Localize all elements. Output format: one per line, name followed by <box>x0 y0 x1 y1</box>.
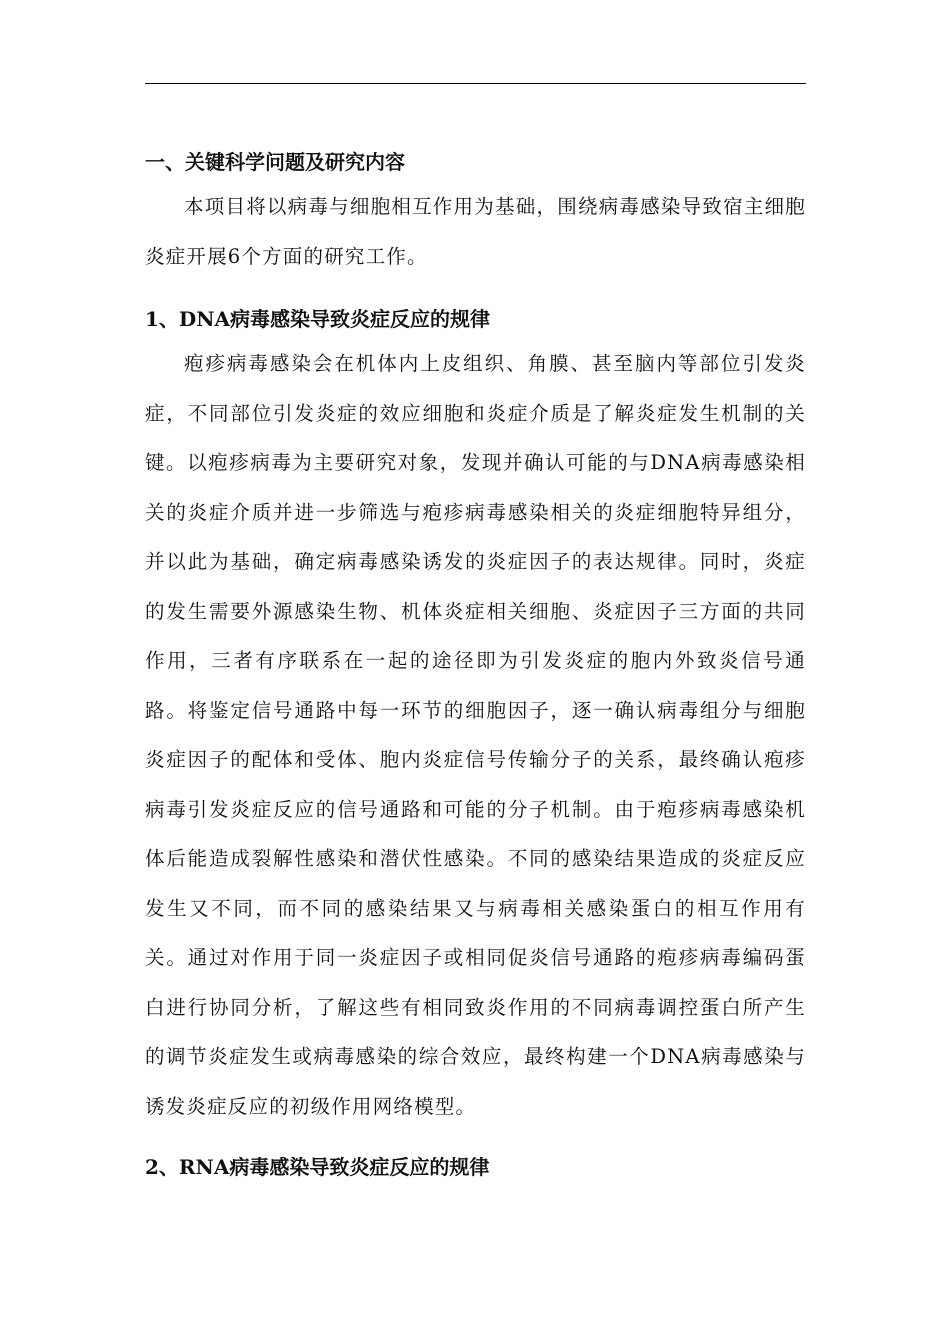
intro-paragraph: 本项目将以病毒与细胞相互作用为基础，围绕病毒感染导致宿主细胞炎症开展6个方面的研究工作。 <box>145 195 806 268</box>
main-heading: 一、关键科学问题及研究内容 <box>145 150 405 174</box>
section-2-heading: 2、RNA病毒感染导致炎症反应的规律 <box>145 1155 490 1179</box>
section-1-heading: 1、DNA病毒感染导致炎症反应的规律 <box>145 307 491 331</box>
header-rule <box>145 83 806 84</box>
document-content <box>145 142 806 1187</box>
section-1-paragraph: 疱疹病毒感染会在机体内上皮组织、角膜、甚至脑内等部位引发炎症，不同部位引发炎症的效应细胞和炎症介质是了解炎症发生机制的关键。以疱疹病毒为主要研究对象，发现并确认可能的与DNA病毒感染相关的炎症介质并进一步筛选与疱疹病毒感染相关的炎症细胞特异组分，并以此为基础，确定病毒感染诱发的炎症因子的表达规律。同时，炎症的发生需要外源感染生物、机体炎症相关细胞、炎症因子三方面的共同作用，三者有序联系在一起的途径即为引发炎症的胞内外致炎信号通路。将鉴定信号通路中每一环节的细胞因子，逐一确认病毒组分与细胞炎症因子的配体和受体、胞内炎症信号传输分子的关系，最终确认疱疹病毒引发炎症反应的信号通路和可能的分子机制。由于疱疹病毒感染机体后能造成裂解性感染和潜伏性感染。不同的感染结果造成的炎症反应发生又不同，而不同的感染结果又与病毒相关感染蛋白的相互作用有关。通过对作用于同一炎症因子或相同促炎信号通路的疱疹病毒编码蛋白进行协同分析，了解这些有相同致炎作用的不同病毒调控蛋白所产生的调节炎症发生或病毒感染的综合效应，最终构建一个DNA病毒感染与诱发炎症反应的初级作用网络模型。 <box>145 352 806 1118</box>
